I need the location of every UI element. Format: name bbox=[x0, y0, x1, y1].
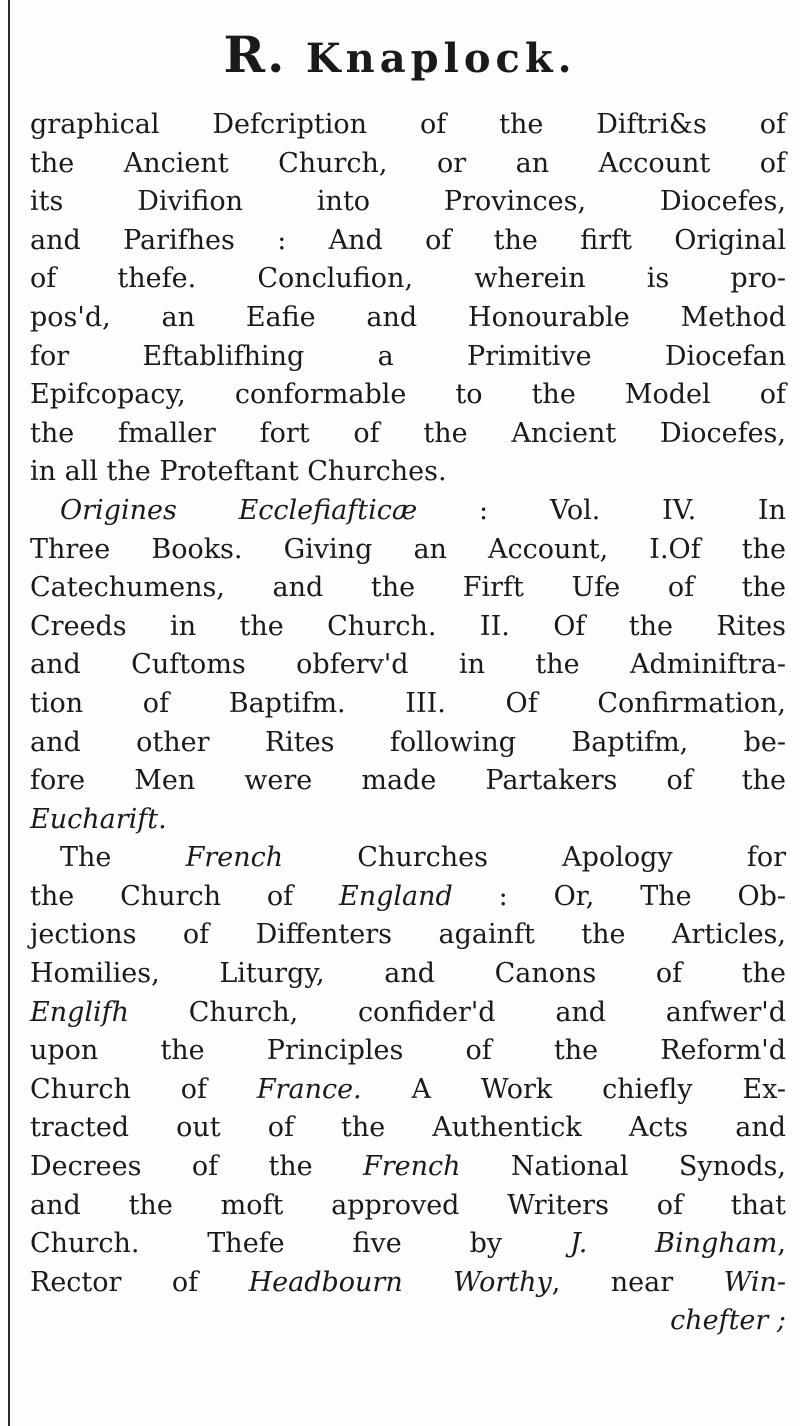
running-header bbox=[0, 25, 800, 84]
text-line: Catechumens, and the Firft Ufe of the bbox=[30, 572, 786, 604]
text-run: : Or, The Ob- bbox=[452, 880, 786, 912]
text-line: Homilies, Liturgy, and Canons of the bbox=[30, 958, 786, 990]
text-run: A Work chiefly Ex- bbox=[361, 1073, 786, 1105]
italic-word: Englifh bbox=[30, 996, 130, 1028]
italic-word: French bbox=[363, 1151, 461, 1183]
text-line: of thefe. Conclufion, wherein is pro- bbox=[30, 263, 786, 295]
catchword-line bbox=[30, 1302, 786, 1341]
text-line: and the moft approved Writers of that bbox=[30, 1189, 786, 1221]
text-run: Church. Thefe five by bbox=[30, 1228, 570, 1260]
text-run: Rector of bbox=[30, 1266, 249, 1298]
header-initial: R. bbox=[223, 25, 287, 84]
text-line: jections of Diffenters againft the Articles, bbox=[30, 919, 786, 951]
text-line: and Parifhes : And of the firft Original bbox=[30, 224, 786, 256]
page-edge-line bbox=[8, 0, 10, 1426]
italic-word: England bbox=[338, 880, 453, 912]
entry-title-line bbox=[30, 492, 786, 531]
text-line: in all the Proteftant Churches. bbox=[30, 456, 447, 488]
header-name: Knaplock. bbox=[305, 35, 577, 82]
text-run: Church, confider'd and anfwer'd bbox=[129, 996, 786, 1028]
body-text bbox=[30, 106, 790, 1341]
text-line: its Divifion into Provinces, Diocefes, bbox=[30, 186, 786, 218]
text-line: the fmaller fort of the Ancient Diocefes, bbox=[30, 417, 786, 449]
text-line bbox=[30, 1225, 786, 1264]
text-run: National Synods, bbox=[460, 1151, 786, 1183]
entry-title-rest: : Vol. IV. In bbox=[417, 494, 786, 526]
text-line bbox=[30, 1071, 786, 1110]
text-run: The bbox=[60, 842, 186, 874]
text-line: fore Men were made Partakers of the bbox=[30, 765, 786, 797]
text-line bbox=[30, 878, 786, 917]
text-line: tion of Baptifm. III. Of Confirmation, bbox=[30, 687, 786, 719]
text-line: and Cuftoms obferv'd in the Adminiftra- bbox=[30, 649, 786, 681]
text-run: Decrees of the bbox=[30, 1151, 364, 1183]
entry-title-line bbox=[30, 839, 786, 878]
text-line bbox=[30, 994, 786, 1033]
text-line: for Eftablifhing a Primitive Diocefan bbox=[30, 340, 786, 372]
text-line: the Ancient Church, or an Account of bbox=[30, 147, 786, 179]
catchword: chefter ; bbox=[670, 1305, 786, 1337]
text-line: upon the Principles of the Reform'd bbox=[30, 1035, 786, 1067]
text-run: Church of bbox=[30, 1073, 257, 1105]
text-run: the Church of bbox=[30, 880, 339, 912]
italic-word: Eucharift. bbox=[30, 803, 167, 835]
italic-word: France. bbox=[256, 1073, 362, 1105]
text-line: tracted out of the Authentick Acts and bbox=[30, 1112, 786, 1144]
text-line: Creeds in the Church. II. Of the Rites bbox=[30, 610, 786, 642]
text-line bbox=[30, 1264, 786, 1303]
text-line: graphical Defcription of the Diftri&s of bbox=[30, 109, 786, 140]
text-line bbox=[30, 801, 790, 840]
text-line: and other Rites following Baptifm, be- bbox=[30, 726, 786, 758]
text-line bbox=[30, 1148, 786, 1187]
text-line: pos'd, an Eafie and Honourable Method bbox=[30, 301, 786, 333]
italic-word: French bbox=[185, 842, 284, 874]
text-run: , near bbox=[551, 1266, 724, 1298]
text-run: , bbox=[777, 1228, 786, 1260]
italic-word: Win- bbox=[723, 1266, 787, 1298]
entry-title-italic: Origines Ecclefiafticæ bbox=[60, 494, 418, 526]
italic-word: Headbourn Worthy bbox=[248, 1266, 552, 1298]
text-run: Churches Apology for bbox=[283, 842, 786, 874]
text-line: Three Books. Giving an Account, I.Of the bbox=[30, 533, 786, 565]
text-line: Epifcopacy, conformable to the Model of bbox=[30, 379, 786, 411]
italic-word: J. Bingham bbox=[569, 1228, 778, 1260]
